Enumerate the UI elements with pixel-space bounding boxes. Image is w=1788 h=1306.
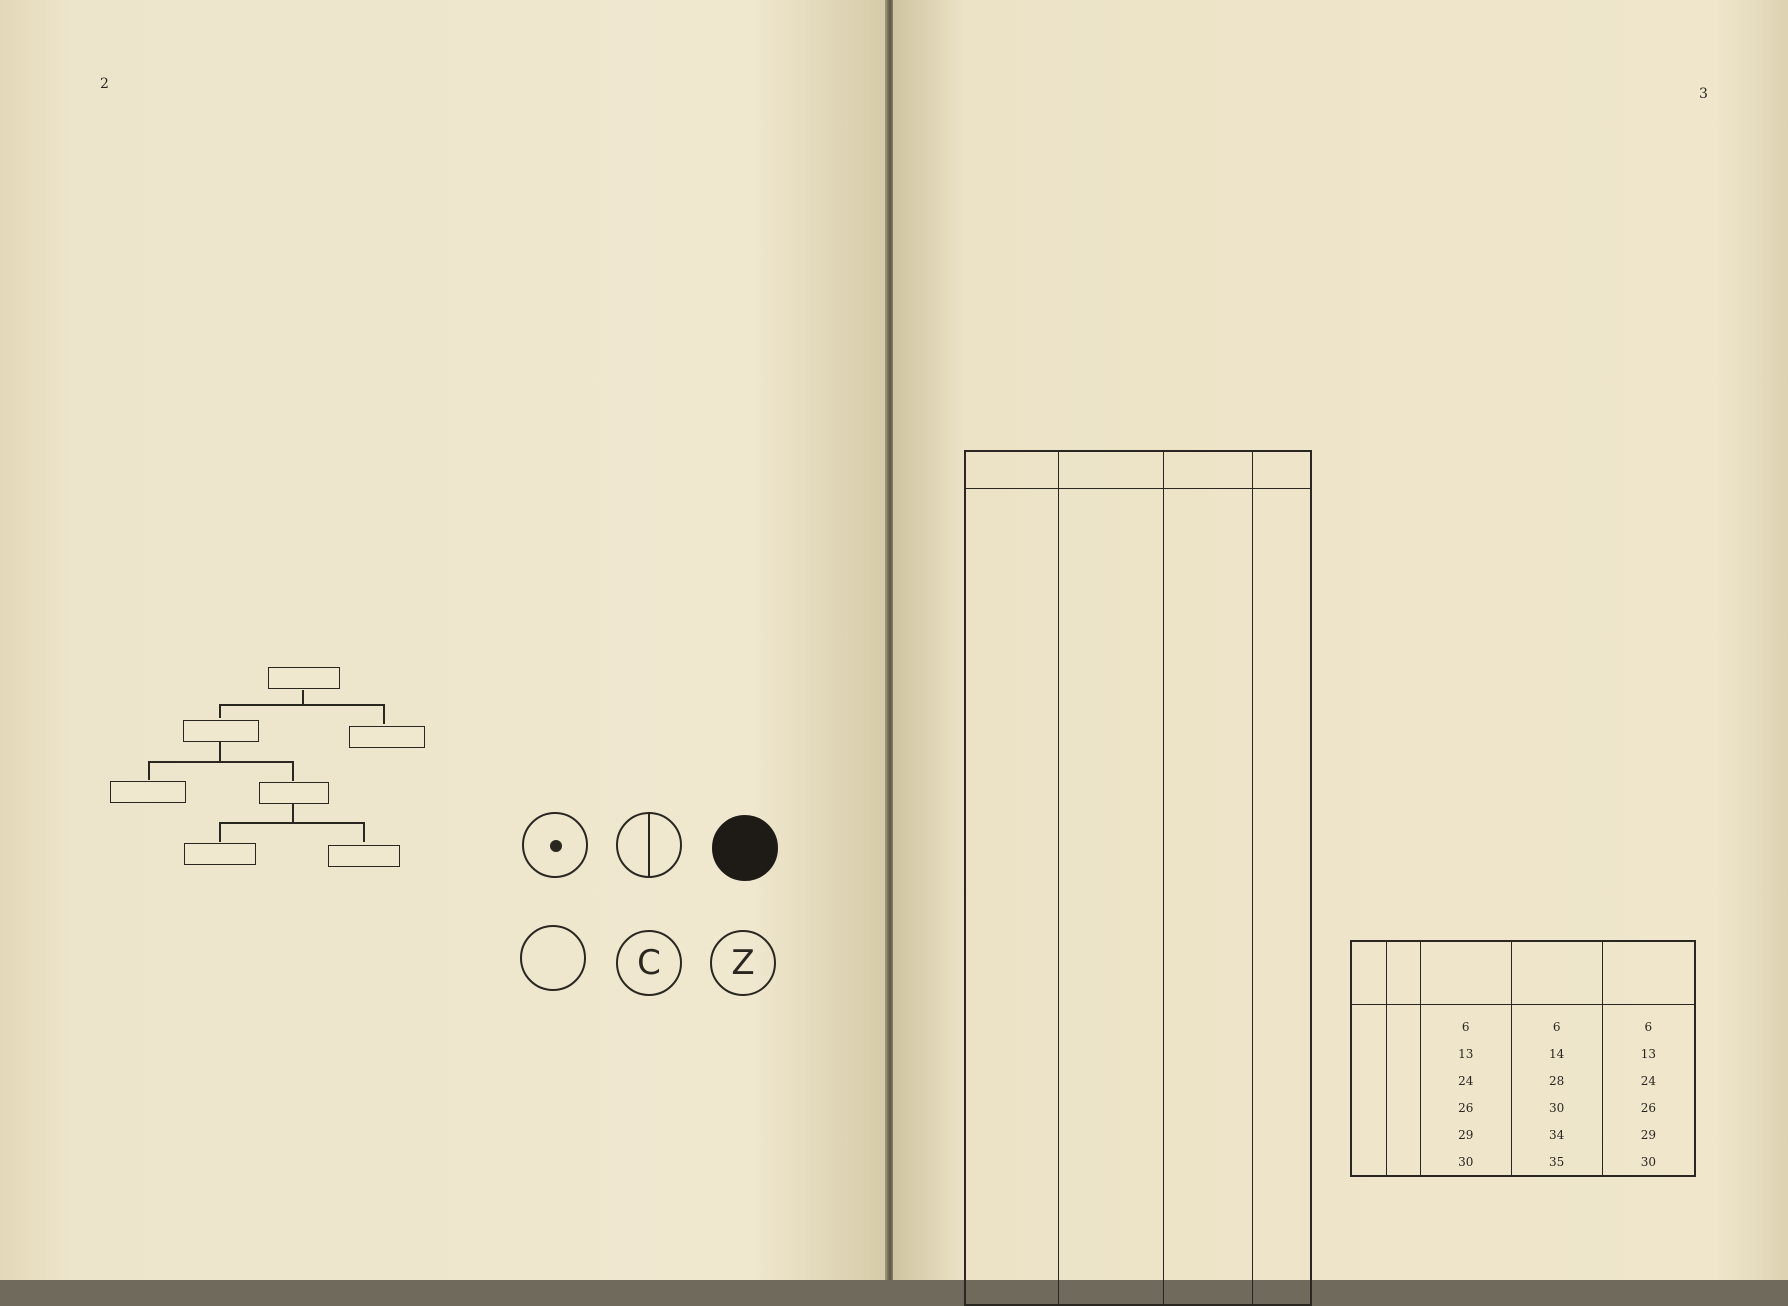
column-header (1602, 941, 1695, 1005)
table-row (965, 1120, 1311, 1146)
table-cell (1253, 1041, 1312, 1067)
table-cell (1059, 1199, 1164, 1225)
paragraph (478, 169, 828, 200)
table-cell (1164, 1199, 1253, 1225)
particle-count-table (1350, 940, 1696, 1177)
table-cell (1059, 1041, 1164, 1067)
paragraph (100, 1038, 444, 1069)
table-cell (1253, 831, 1312, 857)
page-number: 2 (100, 76, 109, 92)
table-row (965, 936, 1311, 962)
paragraph (1352, 206, 1704, 237)
table-cell (1253, 910, 1312, 936)
table-cell (965, 831, 1059, 857)
table-cell (1164, 1252, 1253, 1278)
table-cell (1164, 805, 1253, 831)
table-cell (1253, 699, 1312, 725)
table-row (965, 910, 1311, 936)
symbol-circle-line (616, 812, 682, 878)
table-cell (1164, 1278, 1253, 1305)
table-cell (1059, 542, 1164, 568)
table-cell (1059, 699, 1164, 725)
table-cell (965, 936, 1059, 962)
table-cell: 30 (1511, 1094, 1602, 1121)
table-cell: 13 (1602, 1040, 1695, 1067)
column-header (1059, 451, 1164, 489)
symbol-circle-dot (522, 812, 588, 878)
elements-table (964, 450, 1312, 1306)
table-cell (1059, 778, 1164, 804)
table-cell (1253, 568, 1312, 594)
left-page-column-2 (478, 94, 828, 244)
table-cell (1059, 647, 1164, 673)
table-row (965, 1041, 1311, 1067)
table-cell (965, 1120, 1059, 1146)
paragraph (478, 94, 828, 125)
tree-node-pure-substance (259, 782, 329, 804)
table-cell: 13 (1420, 1040, 1511, 1067)
table-cell (1059, 489, 1164, 516)
table-cell: 30 (1420, 1148, 1511, 1176)
table-cell (1351, 1005, 1387, 1041)
table-cell (1164, 1015, 1253, 1041)
particle-count-table-body (1351, 1005, 1695, 1177)
table-cell (1387, 1040, 1421, 1067)
table-cell: 29 (1602, 1121, 1695, 1148)
table-cell (965, 805, 1059, 831)
paragraph (478, 132, 828, 163)
tree-node-element (184, 843, 256, 865)
table-cell (965, 1094, 1059, 1120)
table-cell (1164, 568, 1253, 594)
paragraph (100, 173, 444, 204)
table-cell (1164, 962, 1253, 988)
table-cell (1253, 594, 1312, 620)
table-cell (1059, 515, 1164, 541)
table-cell (965, 489, 1059, 516)
table-cell: 24 (1420, 1067, 1511, 1094)
table-cell (965, 1199, 1059, 1225)
table-cell (1253, 1068, 1312, 1094)
table-cell (1164, 542, 1253, 568)
tree-node-mixture (349, 726, 425, 748)
table-cell (965, 542, 1059, 568)
table-cell (965, 778, 1059, 804)
paragraph (478, 1064, 828, 1095)
table-cell (1164, 1146, 1253, 1172)
paragraph (478, 207, 828, 238)
table-cell (1164, 699, 1253, 725)
table-row (965, 647, 1311, 673)
table-cell: 26 (1602, 1094, 1695, 1121)
table-cell: 34 (1511, 1121, 1602, 1148)
table-cell (1059, 883, 1164, 909)
table-cell (1253, 1120, 1312, 1146)
table-cell: 24 (1602, 1067, 1695, 1094)
tree-node-compound (328, 845, 400, 867)
paragraph (964, 114, 1314, 145)
table-cell (965, 1041, 1059, 1067)
table-cell (965, 857, 1059, 883)
table-cell: 28 (1511, 1067, 1602, 1094)
paragraph (100, 98, 444, 129)
table-row (965, 989, 1311, 1015)
table-cell (1164, 726, 1253, 752)
table-cell (965, 1173, 1059, 1199)
table-cell (1387, 1094, 1421, 1121)
table-row (965, 1173, 1311, 1199)
table-cell (1164, 1068, 1253, 1094)
table-cell (1059, 1252, 1164, 1278)
paragraph (1352, 168, 1704, 199)
symbol-circle-empty (520, 925, 586, 991)
table-cell (1164, 515, 1253, 541)
table-cell (1059, 1120, 1164, 1146)
table-cell (965, 989, 1059, 1015)
table-cell (1387, 1148, 1421, 1176)
right-page-column-1 (964, 114, 1314, 189)
table-cell (1387, 1005, 1421, 1041)
left-page (0, 0, 887, 1280)
table-cell (1253, 726, 1312, 752)
elements-table-body (965, 489, 1311, 1306)
table-row (965, 1146, 1311, 1172)
symbol-circle-filled (712, 815, 778, 881)
table-cell (1253, 1015, 1312, 1041)
table-row (965, 778, 1311, 804)
table-row (965, 831, 1311, 857)
table-row (1351, 1121, 1695, 1148)
table-cell (1351, 1067, 1387, 1094)
paragraph (964, 152, 1314, 183)
table-cell (1059, 1173, 1164, 1199)
table-cell (1059, 1225, 1164, 1251)
table-row (965, 857, 1311, 883)
tree-node-solution (110, 781, 186, 803)
table-row (1351, 1005, 1695, 1041)
table-cell (1253, 1278, 1312, 1305)
table-cell (1351, 1148, 1387, 1176)
symbol-circle-letter: C (616, 930, 682, 996)
table-cell (1253, 962, 1312, 988)
table-cell (1164, 1041, 1253, 1067)
table-cell (1164, 594, 1253, 620)
table-cell (1059, 962, 1164, 988)
table-cell (1351, 1121, 1387, 1148)
table-cell: 35 (1511, 1148, 1602, 1176)
column-header (1253, 451, 1312, 489)
table-cell (1059, 831, 1164, 857)
table-cell (965, 647, 1059, 673)
table-cell (1059, 1278, 1164, 1305)
table-cell: 6 (1511, 1005, 1602, 1041)
table-row (965, 1094, 1311, 1120)
table-cell (1059, 805, 1164, 831)
table-row (1351, 1040, 1695, 1067)
table-cell (965, 1225, 1059, 1251)
table-cell (1164, 1225, 1253, 1251)
column-header (1511, 941, 1602, 1005)
column-header (1420, 941, 1511, 1005)
table-cell (1059, 1015, 1164, 1041)
column-header (1164, 451, 1253, 489)
table-cell (1059, 1146, 1164, 1172)
table-cell (1253, 883, 1312, 909)
table-cell (1253, 778, 1312, 804)
table-cell (1164, 673, 1253, 699)
table-cell (1253, 673, 1312, 699)
table-cell (965, 1278, 1059, 1305)
table-cell (1253, 489, 1312, 516)
table-cell (1164, 831, 1253, 857)
table-cell: 14 (1511, 1040, 1602, 1067)
column-header (1351, 941, 1387, 1005)
table-cell (965, 910, 1059, 936)
table-cell (1059, 726, 1164, 752)
left-page-column-1 (100, 98, 444, 211)
table-cell (1253, 857, 1312, 883)
table-row (1351, 1094, 1695, 1121)
table-cell (1253, 989, 1312, 1015)
table-cell (1059, 673, 1164, 699)
table-cell (1164, 857, 1253, 883)
table-cell (1164, 647, 1253, 673)
table-cell (1253, 805, 1312, 831)
table-row (965, 752, 1311, 778)
column-header (965, 451, 1059, 489)
table-cell (965, 883, 1059, 909)
table-cell (1059, 1094, 1164, 1120)
table-row (965, 726, 1311, 752)
table-row (965, 542, 1311, 568)
table-cell (1253, 1146, 1312, 1172)
table-cell (1387, 1067, 1421, 1094)
table-cell (1059, 594, 1164, 620)
left-page-column-1-lower (100, 1000, 444, 1075)
table-cell (965, 726, 1059, 752)
table-cell (1164, 1173, 1253, 1199)
table-cell (965, 1146, 1059, 1172)
table-cell (1059, 752, 1164, 778)
table-row (965, 1068, 1311, 1094)
table-cell (965, 515, 1059, 541)
table-cell (1253, 1173, 1312, 1199)
table-cell (1164, 989, 1253, 1015)
table-cell (1059, 936, 1164, 962)
table-cell (1253, 1094, 1312, 1120)
table-cell (1164, 883, 1253, 909)
table-row (965, 883, 1311, 909)
table-row (965, 805, 1311, 831)
table-row (965, 1015, 1311, 1041)
table-cell (1387, 1121, 1421, 1148)
table-cell (1253, 515, 1312, 541)
table-cell: 26 (1420, 1094, 1511, 1121)
table-cell (1164, 1120, 1253, 1146)
table-cell (1253, 647, 1312, 673)
table-row (965, 620, 1311, 646)
table-row (965, 1278, 1311, 1305)
table-cell (1351, 1094, 1387, 1121)
table-row (1351, 1067, 1695, 1094)
table-cell (1164, 778, 1253, 804)
table-row (965, 1199, 1311, 1225)
table-cell (1164, 1094, 1253, 1120)
table-cell (965, 699, 1059, 725)
table-cell (1164, 752, 1253, 778)
symbol-circle-letter: Z (710, 930, 776, 996)
table-row (965, 673, 1311, 699)
table-cell: 6 (1420, 1005, 1511, 1041)
table-row (965, 1225, 1311, 1251)
table-cell (1253, 1252, 1312, 1278)
table-cell (1164, 936, 1253, 962)
right-page-column-2 (1352, 168, 1704, 243)
table-row (965, 1252, 1311, 1278)
table-row (965, 962, 1311, 988)
table-row (1351, 1148, 1695, 1176)
tree-node-pure (183, 720, 259, 742)
page-number: 3 (1699, 86, 1708, 102)
table-cell (1059, 568, 1164, 594)
table-cell: 6 (1602, 1005, 1695, 1041)
table-cell: 30 (1602, 1148, 1695, 1176)
table-cell (965, 752, 1059, 778)
table-cell (1253, 542, 1312, 568)
table-cell (1059, 1068, 1164, 1094)
table-cell (1164, 489, 1253, 516)
table-cell (1253, 752, 1312, 778)
paragraph (100, 1000, 444, 1031)
table-row (965, 594, 1311, 620)
table-cell (1059, 620, 1164, 646)
table-cell (1164, 910, 1253, 936)
table-cell (1164, 620, 1253, 646)
column-header (1387, 941, 1421, 1005)
table-cell (1253, 936, 1312, 962)
table-cell (1253, 620, 1312, 646)
table-cell (1253, 1225, 1312, 1251)
table-row (965, 489, 1311, 516)
table-cell (965, 962, 1059, 988)
table-cell (1059, 857, 1164, 883)
table-cell (965, 568, 1059, 594)
table-cell (1059, 989, 1164, 1015)
table-cell (1059, 910, 1164, 936)
table-row (965, 568, 1311, 594)
table-cell: 29 (1420, 1121, 1511, 1148)
table-cell (1253, 1199, 1312, 1225)
table-cell (965, 1068, 1059, 1094)
table-cell (1351, 1040, 1387, 1067)
tree-node-root (268, 667, 340, 689)
table-row (965, 699, 1311, 725)
table-cell (965, 673, 1059, 699)
table-cell (965, 1015, 1059, 1041)
left-page-column-2-lower (478, 1064, 828, 1102)
table-cell (965, 620, 1059, 646)
table-cell (965, 1252, 1059, 1278)
paragraph (100, 136, 444, 167)
table-row (965, 515, 1311, 541)
table-cell (965, 594, 1059, 620)
